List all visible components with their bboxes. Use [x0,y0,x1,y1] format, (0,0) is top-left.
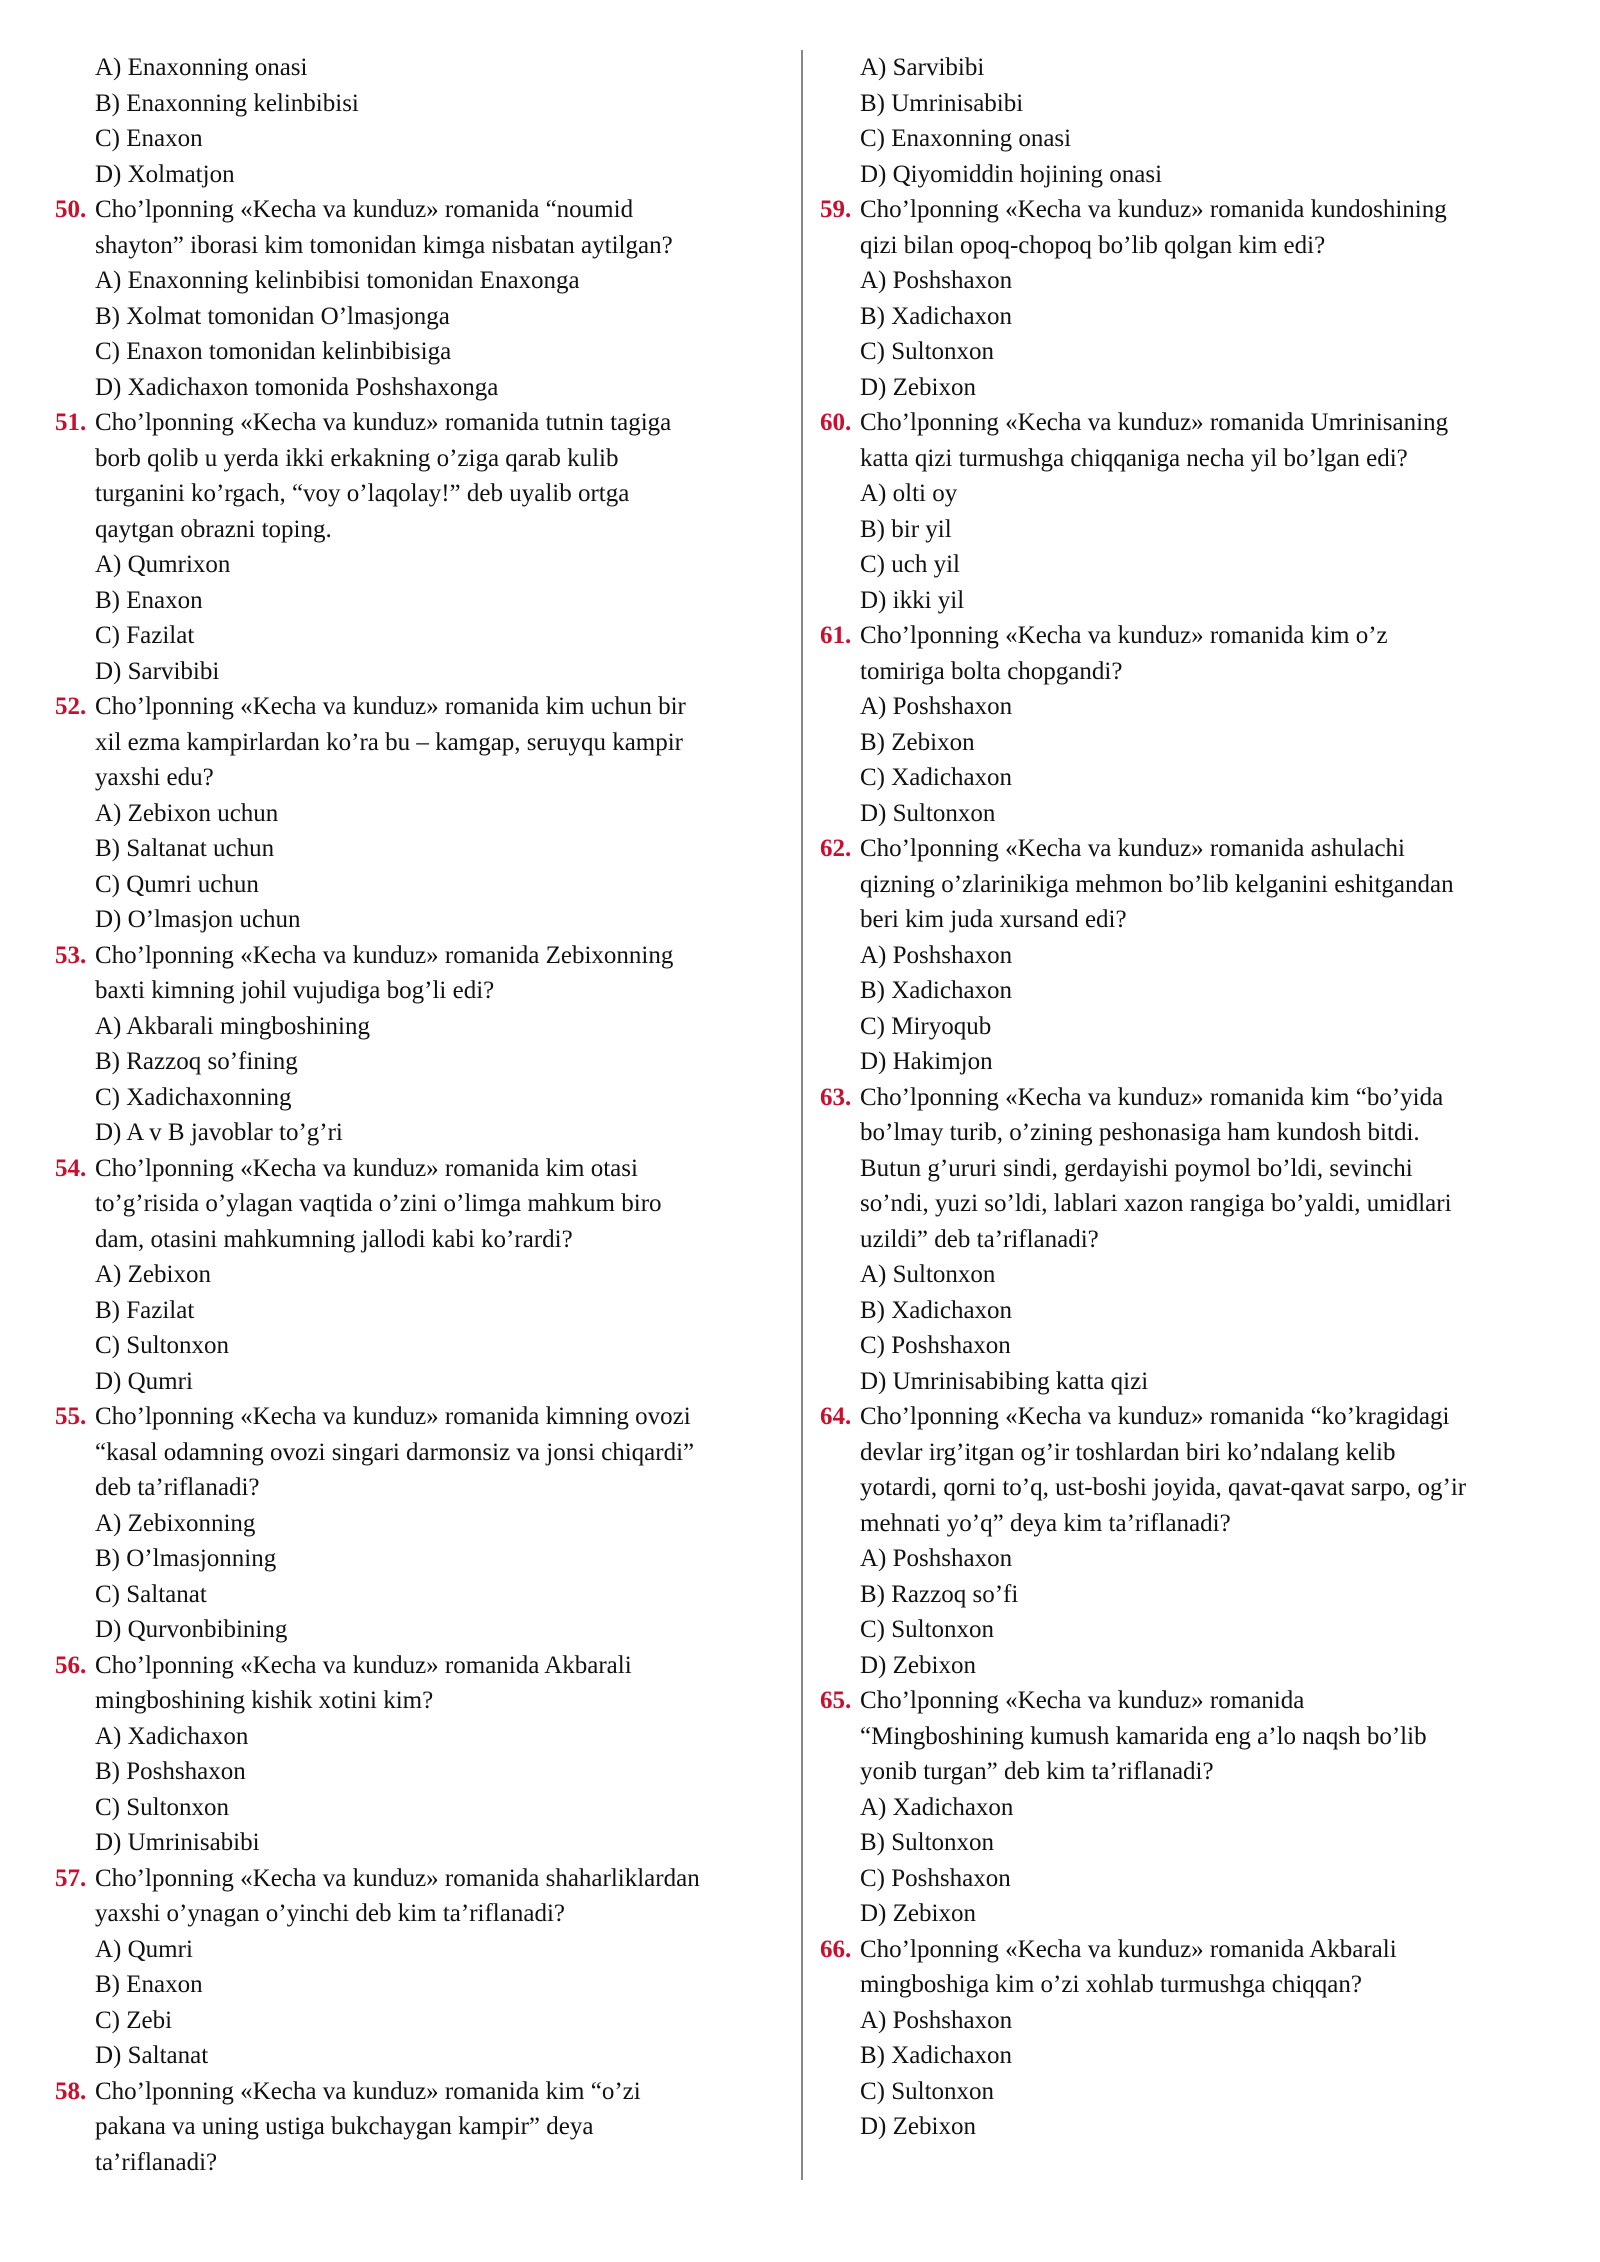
question-line: Cho’lponning «Kecha va kunduz» romanida tutnin tagiga [95,409,672,436]
answer-option: A) Enaxonning kelinbibisi tomonidan Enaxonga [95,267,580,294]
question-line: mingboshiga kim o’zi xohlab turmushga chiqqan? [860,1971,1362,1998]
answer-option: D) Sarvibibi [95,657,220,685]
question-number: 61. [820,622,852,649]
question-item [820,1932,1520,2145]
question-item [820,405,1520,618]
answer-option: B) Razzoq so’fining [95,1048,298,1075]
answer-option: B) Enaxonning kelinbibisi [95,89,359,117]
answer-option: A) Poshshaxon [860,267,1013,294]
question-text [55,1399,815,1435]
question-line: devlar irg’itgan og’ir toshlardan biri ko’ndalang kelib [860,1438,1396,1466]
question-line: Cho’lponning «Kecha va kunduz» romanida kundoshining [860,196,1447,223]
question-line: “Mingboshining kumush kamarida eng a’lo naqsh bo’lib [860,1722,1427,1750]
answer-option: B) Xadichaxon [860,1296,1013,1324]
answer-option: A) Poshshaxon [860,2006,1013,2034]
question-number: 53. [55,941,87,969]
question-text [55,1151,815,1187]
answer-option: A) Qumri [95,1935,193,1963]
question-line: beri kim juda xursand edi? [860,906,1127,933]
question-line: Cho’lponning «Kecha va kunduz» romanida kim o’z [860,622,1388,649]
answer-option: D) A v B javoblar to’g’ri [95,1119,343,1146]
answer-option: C) Enaxonning onasi [860,125,1072,152]
question-line: Cho’lponning «Kecha va kunduz» romanida kim “o’zi [95,2077,641,2105]
answer-option: A) Poshshaxon [860,941,1013,969]
answer-option: C) uch yil [860,551,960,578]
question-item [55,2074,815,2181]
answer-option: D) Hakimjon [860,1048,993,1075]
question-line: Cho’lponning «Kecha va kunduz» romanida shaharliklardan [95,1864,700,1892]
answer-option: B) Zebixon [860,728,975,756]
question-line: Cho’lponning «Kecha va kunduz» romanida kim otasi [95,1154,638,1182]
question-line: Cho’lponning «Kecha va kunduz» romanida kim “bo’yida [860,1083,1444,1111]
answer-option: B) Poshshaxon [95,1758,246,1785]
answer-option: D) Umrinisabibi [95,1829,260,1856]
answer-option: C) Sultonxon [860,2077,995,2105]
question-text [55,192,815,228]
question-item [55,1861,815,2074]
question-text [55,2074,815,2110]
question-line: xil ezma kampirlardan ko’ra bu – kamgap, seruyqu kampir [95,728,684,756]
question-line: yaxshi edu? [95,764,214,791]
answer-option: D) Zebixon [860,2113,976,2140]
question-number: 52. [55,693,87,720]
question-text [820,831,1520,867]
question-number: 65. [820,1687,852,1714]
answer-option: B) Fazilat [95,1296,195,1324]
answer-option: D) ikki yil [860,586,965,614]
answer-option: A) Qumrixon [95,551,231,578]
question-text [820,1683,1520,1719]
answer-option: B) O’lmasjonning [95,1545,277,1572]
answer-option: C) Zebi [95,2006,173,2034]
question-number: 55. [55,1403,87,1430]
question-line: deb ta’riflanadi? [95,1474,260,1501]
question-number: 64. [820,1403,852,1430]
question-number: 57. [55,1864,87,1892]
question-text [820,618,1520,654]
question-line: shayton” iborasi kim tomonidan kimga nisbatan aytilgan? [95,231,673,259]
answer-option: D) Sultonxon [860,799,996,827]
answer-option: D) Qumri [95,1367,193,1395]
question-number: 58. [55,2077,87,2105]
question-item [820,192,1520,405]
question-line: dam, otasini mahkumning jallodi kabi ko’rardi? [95,1225,573,1253]
answer-option: D) Umrinisabibing katta qizi [860,1367,1149,1395]
answer-option: C) Sultonxon [95,1793,230,1821]
answer-option: B) Enaxon [95,1971,203,1998]
question-item [55,1399,815,1648]
answer-option: B) Xadichaxon [860,302,1013,330]
question-line: ta’riflanadi? [95,2148,218,2176]
column-divider [801,50,803,2180]
question-line: Cho’lponning «Kecha va kunduz» romanida Akbarali [95,1651,632,1679]
answer-option: A) Xadichaxon [860,1793,1014,1821]
answer-option: C) Qumri uchun [95,870,259,898]
question-item [820,831,1520,1080]
answer-option: C) Fazilat [95,622,195,649]
question-line: “kasal odamning ovozi singari darmonsiz va jonsi chiqardi” [95,1438,695,1466]
question-number: 66. [820,1935,852,1963]
question-line: Cho’lponning «Kecha va kunduz» romanida ashulachi [860,835,1405,862]
question-text [55,1648,815,1684]
question-line: Cho’lponning «Kecha va kunduz» romanida “noumid [95,196,634,223]
question-item [55,1151,815,1400]
question-text [55,938,815,974]
question-text [55,689,815,725]
question-number: 60. [820,409,852,436]
answer-option: D) O’lmasjon uchun [95,906,301,933]
question-item [55,192,815,405]
answer-option: D) Saltanat [95,2042,209,2069]
answer-option: A) Zebixon uchun [95,799,279,827]
question-item [55,938,815,1151]
answer-option: A) Zebixon [95,1261,211,1288]
answer-option: D) Xadichaxon tomonida Poshshaxonga [95,373,499,401]
answer-option: C) Enaxon tomonidan kelinbibisiga [95,338,452,365]
answer-option: A) Zebixonning [95,1509,256,1537]
answer-option: B) Sultonxon [860,1829,995,1856]
question-line: uzildi” deb ta’riflanadi? [860,1225,1099,1253]
question-line: Cho’lponning «Kecha va kunduz» romanida [860,1687,1305,1714]
question-text [820,405,1520,441]
question-number: 54. [55,1154,87,1182]
question-line: baxti kimning johil vujudiga bog’li edi? [95,977,495,1004]
question-item [55,689,815,938]
answer-option: B) bir yil [860,515,952,543]
question-line: katta qizi turmushga chiqqaniga necha yil bo’lgan edi? [860,444,1408,472]
question-line: Butun g’ururi sindi, gerdayishi poymol bo’ldi, sevinchi [860,1154,1413,1182]
question-line: qizi bilan opoq-chopoq bo’lib qolgan kim edi? [860,231,1326,259]
question-line: to’g’risida o’ylagan vaqtida o’zini o’limga mahkum biro [95,1190,662,1217]
question-number: 62. [820,835,852,862]
question-line: Cho’lponning «Kecha va kunduz» romanida Zebixonning [95,941,674,969]
answer-option: A) Akbarali mingboshining [95,1012,370,1040]
answer-option: A) Xadichaxon [95,1722,249,1750]
answer-option: A) Poshshaxon [860,1545,1013,1572]
answer-option: A) Poshshaxon [860,693,1013,720]
question-line: mingboshining kishik xotini kim? [95,1687,434,1714]
question-line: so’ndi, yuzi so’ldi, lablari xazon rangiga bo’yaldi, umidlari [860,1190,1452,1217]
question-item [820,1080,1520,1400]
question-item [55,405,815,689]
question-line: Cho’lponning «Kecha va kunduz» romanida kim uchun bir [95,693,686,720]
question-text [820,1932,1520,1968]
question-number: 63. [820,1083,852,1111]
answer-option: A) Enaxonning onasi [95,54,308,81]
answer-option: C) Xadichaxon [860,764,1013,791]
question-number: 59. [820,196,852,223]
answer-option: B) Xolmat tomonidan O’lmasjonga [95,302,450,330]
answer-option: B) Xadichaxon [860,2042,1013,2069]
question-line: turganini ko’rgach, “voy o’laqolay!” deb uyalib ortga [95,480,630,507]
answer-option: D) Xolmatjon [95,160,235,188]
answer-option: D) Qurvonbibining [95,1616,288,1643]
question-text [820,1080,1520,1116]
answer-option: C) Poshshaxon [860,1332,1011,1359]
question-line: Cho’lponning «Kecha va kunduz» romanida Akbarali [860,1935,1397,1963]
answer-option: B) Razzoq so’fi [860,1580,1019,1608]
answer-option: C) Xadichaxonning [95,1083,292,1111]
question-line: bo’lmay turib, o’zining peshonasiga ham kundosh bitdi. [860,1119,1420,1146]
right-column [820,50,1520,2145]
answer-option: C) Miryoqub [860,1012,992,1040]
question-number: 51. [55,409,87,436]
answer-option: C) Sultonxon [860,338,995,365]
question-line: Cho’lponning «Kecha va kunduz» romanida kimning ovozi [95,1403,691,1430]
question-text [55,1861,815,1897]
question-number: 56. [55,1651,87,1679]
answer-option: B) Enaxon [95,586,203,614]
answer-option: A) Sultonxon [860,1261,996,1288]
question-item [820,1399,1520,1683]
answer-option: B) Saltanat uchun [95,835,275,862]
question-line: tomiriga bolta chopgandi? [860,657,1123,685]
question-text [820,192,1520,228]
question-line: yotardi, qorni to’q, ust-boshi joyida, qavat-qavat sarpo, og’ir [860,1474,1467,1501]
question-line: qaytgan obrazni toping. [95,515,332,543]
question-item [55,1648,815,1861]
answer-option: C) Saltanat [95,1580,207,1608]
question-text [55,405,815,441]
answer-option: D) Qiyomiddin hojining onasi [860,160,1163,188]
question-line: yonib turgan” deb kim ta’riflanadi? [860,1758,1214,1785]
answer-option: C) Enaxon [95,125,203,152]
answer-option: D) Zebixon [860,1651,976,1679]
question-line: borb qolib u yerda ikki erkakning o’ziga qarab kulib [95,444,619,472]
question-line: Cho’lponning «Kecha va kunduz» romanida Umrinisaning [860,409,1449,436]
answer-option: A) olti oy [860,480,958,507]
answer-option: D) Zebixon [860,373,976,401]
answer-option: A) Sarvibibi [860,54,985,81]
question-line: yaxshi o’ynagan o’yinchi deb kim ta’riflanadi? [95,1900,565,1927]
question-item [820,1683,1520,1932]
answer-option: B) Umrinisabibi [860,89,1024,117]
question-number: 50. [55,196,87,223]
question-line: Cho’lponning «Kecha va kunduz» romanida “ko’kragidagi [860,1403,1450,1430]
answer-option: C) Sultonxon [860,1616,995,1643]
answer-option: D) Zebixon [860,1900,976,1927]
answer-option: C) Sultonxon [95,1332,230,1359]
question-line: pakana va uning ustiga bukchaygan kampir” deya [95,2113,594,2140]
answer-option: B) Xadichaxon [860,977,1013,1004]
left-column [55,50,815,2180]
question-text [820,1399,1520,1435]
question-item [820,618,1520,831]
answer-option: C) Poshshaxon [860,1864,1011,1892]
question-line: qizning o’zlarinikiga mehmon bo’lib kelganini eshitgandan [860,870,1454,898]
question-line: mehnati yo’q” deya kim ta’riflanadi? [860,1509,1231,1537]
